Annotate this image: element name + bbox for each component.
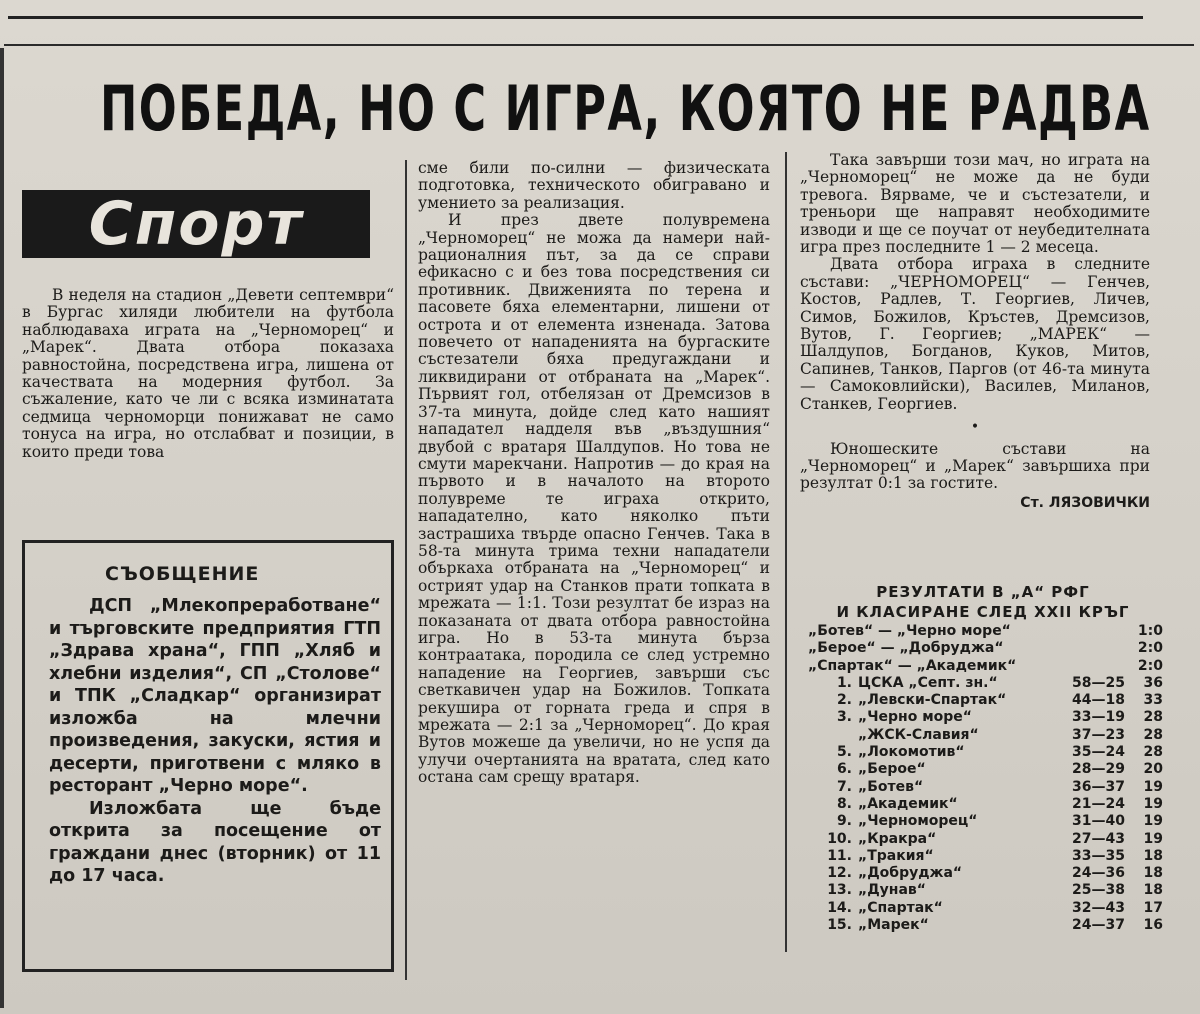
notice-title: СЪОБЩЕНИЕ: [105, 563, 260, 585]
standing-pos: 14.: [827, 899, 852, 916]
results-title: [808, 582, 1158, 622]
standing-team: „Локомотив“: [858, 744, 965, 761]
standing-points: 28: [1143, 744, 1163, 761]
standing-points: 16: [1143, 917, 1163, 934]
standing-row: [808, 761, 1163, 778]
standing-goals: 31—40: [1072, 813, 1125, 830]
standing-row: [808, 882, 1163, 899]
column-divider: [405, 160, 407, 980]
standing-row: [808, 796, 1163, 813]
standing-team: „Тракия“: [858, 847, 934, 864]
match-teams: „Берое“ — „Добруджа“: [808, 640, 1004, 657]
standing-team: „Берое“: [858, 761, 926, 778]
youth-paragraph: Юношеските състави на „Черноморец“ и „Марек“ завършиха при резултат 0:1 за гостите.: [800, 439, 1150, 493]
match-row: [808, 658, 1163, 675]
standing-points: 18: [1143, 865, 1163, 882]
sport-section-logo: Спорт: [22, 190, 370, 258]
standing-pos: 8.: [836, 795, 852, 812]
standing-team: „Кракра“: [858, 830, 937, 847]
article-paragraph: Така завърши този мач, но играта на „Черноморец“ не може да не буди тревога. Вярваме, че и състезатели, и треньори ще направят необходимите изводи и ще се поучат от неубедителната игра през последните 1 — 2 месеца.: [800, 151, 1150, 257]
match-score: 2:0: [1137, 640, 1163, 657]
separator-bullet: •: [970, 419, 980, 436]
standing-goals: 37—23: [1072, 726, 1125, 743]
standing-points: 17: [1143, 899, 1163, 916]
top-rule: [8, 16, 1143, 19]
article-paragraph: Двата отбора играха в следните състави: „ЧЕРНОМОРЕЦ“ — Генчев, Костов, Радлев, Т. Георгиев, Личев, Симов, Божилов, Кръстев, Дремсизов, Вутов, Г. Георгиев; „МАРЕК“ — Шалдупов, Богданов, Куков, Митов, Сапинев, Танков, Паргов (от 46-та минута — Самоковлийски), Василев, Миланов, Станкев, Георгиев.: [800, 255, 1150, 413]
standing-goals: 27—43: [1072, 830, 1125, 847]
notice-body: [49, 595, 381, 888]
match-row: [808, 623, 1163, 640]
standing-points: 28: [1143, 726, 1163, 743]
article-column-1: [22, 287, 394, 461]
results-title-line: И КЛАСИРАНЕ СЛЕД XXII КРЪГ: [836, 603, 1130, 621]
standing-pos: 3.: [836, 709, 852, 726]
standing-points: 18: [1143, 847, 1163, 864]
standing-goals: 35—24: [1072, 744, 1125, 761]
standing-pos: 13.: [827, 882, 852, 899]
standing-points: 20: [1143, 761, 1163, 778]
standing-row: [808, 848, 1163, 865]
notice-paragraph: Изложбата ще бъде открита за посещение от граждани днес (вторник) от 11 до 17 часа.: [49, 798, 381, 886]
standing-pos: 15.: [827, 917, 852, 934]
results-title-line: РЕЗУЛТАТИ В „А“ РФГ: [876, 583, 1090, 601]
standing-points: 18: [1143, 882, 1163, 899]
standing-team: „Черноморец“: [858, 813, 978, 830]
article-paragraph: В неделя на стадион „Девети септември“ в Бургас хиляди любители на футбола наблюдаваха играта на „Черноморец“ и „Марек“. Двата отбора показаха равностойна, посредствена игра, лишена от качествата на модерния футбол. За съжаление, като че ли с всяка изминатата седмица черноморци понижават не само тонуса на игра, но отслабват и позиции, в които преди това: [22, 286, 394, 461]
headline: ПОБЕДА, НО С ИГРА, КОЯТО НЕ РАДВА: [100, 72, 1151, 145]
match-score: 1:0: [1137, 623, 1163, 639]
article-paragraph: И през двете полувремена „Черноморец“ не можа да намери най-рационалния път, за да се справи ефикасно с и без това посредствения си противник. Движенията по терена и пасовете бяха елементарни, лишени от острота и от елемента изненада. Затова повечето от нападенията на бургаските състезатели бяха предугаждани и ликвидирани от отбраната на „Марек“. Първият гол, отбелязан от Дремсизов в 37-та минута, дойде след като нашият нападател надделя във „въздушния“ двубой с вратаря Шалдупов. Но това не смути марекчани. Напротив — до края на първото и в началото на второто полувреме те играха открито, нападателно, като няколко пъти застрашиха твърде опасно Генчев. Така в 58-та минута трима техни нападатели объркаха отбраната на „Черноморец“ и острият удар на Станков прати топката в мрежата — 1:1. Този резултат бе израз на показаната от двата отбора равностойна игра. Но в 53-та минута бърза контраатака, породила се след устремно нападение на Георгиев, завърши със светкавичен удар на Божилов. Топката рекушира от горната греда и спря в мрежата — 2:1 за „Черноморец“. До края Вутов можеше да увеличи, но не успя да улучи очертанията на вратата, след като остана сам срещу вратаря.: [418, 211, 770, 787]
article-paragraph: сме били по-силни — физическата подготовка, техническото обигравано и умението за реализация.: [418, 159, 770, 212]
match-teams: „Спартак“ — „Академик“: [808, 657, 1017, 674]
standing-team: „Академик“: [858, 795, 958, 812]
standing-row: [808, 900, 1163, 917]
standing-points: 19: [1143, 795, 1163, 812]
standing-row: [808, 813, 1163, 830]
header-rule: [4, 44, 1194, 46]
author-signature: Ст. ЛЯЗОВИЧКИ: [1020, 494, 1150, 511]
standing-pos: 9.: [836, 813, 852, 830]
standing-team: „Левски-Спартак“: [858, 692, 1007, 709]
standing-goals: 33—35: [1072, 847, 1125, 864]
standing-team: „Ботев“: [858, 778, 924, 795]
standing-pos: 5.: [836, 744, 852, 761]
standing-row: [808, 865, 1163, 882]
standing-team: „Добруджа“: [858, 865, 963, 882]
standing-team: „ЖСК-Славия“: [858, 726, 979, 743]
standing-row: [808, 831, 1163, 848]
standing-team: ЦСКА „Септ. зн.“: [858, 674, 998, 691]
standing-goals: 33—19: [1072, 709, 1125, 726]
standing-row: [808, 692, 1163, 709]
standing-pos: 7.: [836, 778, 852, 795]
standing-pos: 1.: [836, 674, 852, 691]
standing-goals: 28—29: [1072, 761, 1125, 778]
standing-points: 33: [1143, 692, 1163, 709]
standing-goals: 25—38: [1072, 882, 1125, 899]
standing-row: [808, 727, 1163, 744]
standing-goals: 32—43: [1072, 899, 1125, 916]
standing-row: [808, 917, 1163, 934]
match-score: 2:0: [1137, 657, 1163, 674]
article-column-3: [800, 152, 1150, 512]
standing-pos: [808, 727, 858, 744]
standing-points: 19: [1143, 830, 1163, 847]
standing-points: 19: [1143, 778, 1163, 795]
standing-goals: 24—36: [1072, 865, 1125, 882]
notice-paragraph: ДСП „Млекопреработване“ и търговските предприятия ГТП „Здрава храна“, ГПП „Хляб и хлебни изделия“, СП „Столове“ и ТПК „Сладкар“ организират изложба на млечни произведения, закуски, ястия и десерти, приготвени с мляко в ресторант „Черно море“.: [49, 596, 381, 796]
standing-goals: 24—37: [1072, 917, 1125, 934]
standing-pos: 10.: [827, 830, 852, 847]
standing-goals: 58—25: [1072, 674, 1125, 691]
notice-box: [22, 540, 394, 972]
article-column-2: [418, 160, 770, 787]
standing-row: [808, 779, 1163, 796]
standing-points: 28: [1143, 709, 1163, 726]
standing-goals: 21—24: [1072, 795, 1125, 812]
standing-goals: 36—37: [1072, 778, 1125, 795]
standing-pos: 11.: [827, 847, 852, 864]
standing-row: [808, 744, 1163, 761]
standing-team: „Марек“: [858, 917, 929, 934]
standing-pos: 12.: [827, 865, 852, 882]
left-border-rule: [0, 48, 4, 1008]
standing-row: [808, 709, 1163, 726]
column-divider: [785, 152, 787, 952]
standing-goals: 44—18: [1072, 692, 1125, 709]
standing-points: 19: [1143, 813, 1163, 830]
standing-team: „Черно море“: [858, 709, 972, 726]
standing-team: „Дунав“: [858, 882, 926, 899]
standing-team: „Спартак“: [858, 899, 943, 916]
results-table: [808, 623, 1163, 934]
standing-points: 36: [1143, 674, 1163, 691]
standing-pos: 6.: [836, 761, 852, 778]
standing-pos: 2.: [836, 692, 852, 709]
match-teams: „Ботев“ — „Черно море“: [808, 623, 1011, 639]
match-row: [808, 640, 1163, 657]
standing-row: [808, 675, 1163, 692]
